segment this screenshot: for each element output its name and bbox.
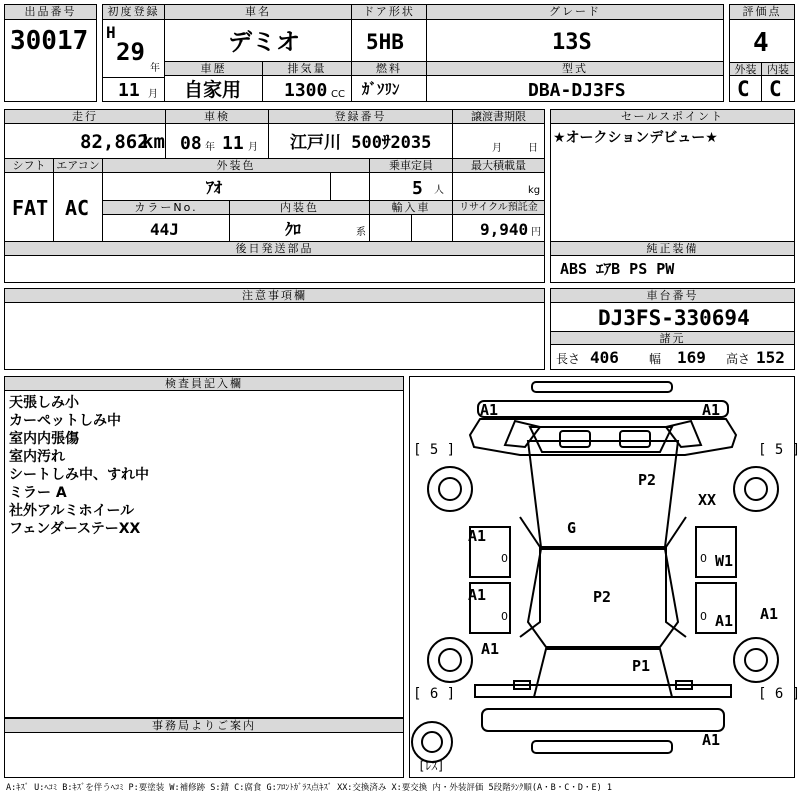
model-label: 型式 [426, 61, 724, 76]
inspector-line: カーペットしみ中 [9, 413, 121, 429]
displacement: 1300 [284, 80, 328, 101]
era: H [106, 23, 116, 42]
damage-mark: XX [698, 491, 717, 509]
inspection-label: 車検 [165, 109, 269, 124]
damage-mark: A1 [468, 527, 487, 545]
damage-mark: A1 [702, 401, 721, 419]
sales-point-text: ★オークションデビュー★ [553, 130, 718, 146]
notes-label: 注意事項欄 [4, 288, 545, 303]
height-label: 高さ [726, 352, 751, 366]
transfer-month: 月 [492, 143, 502, 154]
zero-mark: 0 [700, 552, 707, 565]
damage-mark: A1 [480, 401, 499, 419]
load-unit: kg [528, 185, 541, 196]
load-label: 最大積載量 [452, 158, 545, 173]
shift-label: シフト [4, 158, 54, 173]
lot-no-label: 出品番号 [4, 4, 97, 20]
color-label: 外装色 [102, 158, 370, 173]
ext-score: C [737, 77, 750, 101]
grade-label: グレード [426, 4, 724, 20]
later-parts-label: 後日発送部品 [4, 241, 545, 256]
tire-label: [ 5 ] [413, 442, 456, 458]
score-label: 評価点 [729, 4, 795, 20]
damage-mark: A1 [760, 605, 779, 623]
transfer-label: 譲渡書期限 [452, 109, 545, 124]
first-reg-month: 11 [118, 80, 140, 101]
tire-label: [ 6 ] [413, 686, 456, 702]
damage-mark: P1 [632, 657, 651, 675]
capacity: 5 [412, 178, 423, 199]
recycle-label: リサイクル預託金 [452, 200, 545, 215]
year-unit: 年 [150, 63, 160, 74]
score: 4 [753, 28, 769, 58]
spec-label: 諸元 [550, 331, 795, 345]
history: 自家用 [184, 79, 242, 101]
fuel-label: 燃料 [351, 61, 427, 76]
capacity-unit: 人 [434, 185, 444, 196]
cc-unit: CC [331, 89, 345, 100]
inspector-line: 天張しみ小 [9, 395, 79, 411]
first-reg-label: 初度登録 [102, 4, 165, 20]
car-name: デミオ [228, 28, 300, 56]
width-label: 幅 [649, 352, 662, 366]
yen-unit: 円 [531, 227, 541, 238]
ac: AC [65, 196, 90, 220]
history-label: 車歴 [164, 61, 263, 76]
zero-mark: 0 [501, 552, 508, 565]
ext-label: 外装 [729, 62, 762, 76]
tire-label: [ 6 ] [758, 686, 800, 702]
chassis-label: 車台番号 [550, 288, 795, 303]
length: 406 [590, 348, 619, 367]
tire-label: [ 5 ] [758, 442, 800, 458]
model: DBA-DJ3FS [528, 80, 626, 101]
inspector-line: ミラー A [9, 485, 67, 501]
damage-mark: W1 [715, 552, 734, 570]
car-outline [410, 377, 796, 779]
legend: A:ｷｽﾞ U:ﾍｺﾐ B:ｷｽﾞを伴うﾍｺﾐ P:要塗装 W:補修跡 S:錆 C:腐食 G:ﾌﾛﾝﾄｶﾞﾗｽ点ｷｽﾞ XX:交換済み X:要交換 内・外装評価 5段階ﾗﾝｸ順(A・B・C・D・E) 1 [6, 783, 612, 793]
insp-month: 11 [222, 133, 244, 154]
km-unit: km [142, 131, 165, 153]
tire-label: [ﾚｽ] [418, 759, 445, 773]
recycle: 9,940 [480, 220, 529, 239]
length-label: 長さ [556, 352, 581, 366]
interior-unit: 系 [356, 227, 366, 238]
int-score: C [769, 77, 782, 101]
equipment: ABS ｴｱB PS PW [560, 260, 675, 278]
zero-mark: 0 [501, 610, 508, 623]
capacity-label: 乗車定員 [369, 158, 453, 173]
plate: 江戸川 500ｻ2035 [290, 133, 432, 153]
width: 169 [677, 348, 706, 367]
import-label: 輸入車 [369, 200, 453, 215]
chassis-number: DJ3FS-330694 [598, 306, 750, 330]
damage-mark: A1 [481, 640, 500, 658]
inspector-line: シートしみ中、すれ中 [9, 467, 149, 483]
door-label: ドア形状 [351, 4, 427, 20]
inspector-label: 検査員記入欄 [4, 376, 404, 391]
month-unit: 月 [148, 89, 158, 100]
damage-mark: P2 [638, 471, 657, 489]
interior-color: ｸﾛ [285, 220, 302, 239]
colorno: 44J [150, 220, 179, 239]
equipment-label: 純正装備 [550, 241, 795, 256]
height: 152 [756, 348, 785, 367]
car-name-label: 車名 [164, 4, 352, 20]
damage-mark: A1 [468, 586, 487, 604]
damage-mark: A1 [715, 612, 734, 630]
insp-year: 08 [180, 133, 202, 154]
ac-label: エアコン [53, 158, 103, 173]
mileage-label: 走行 [4, 109, 166, 124]
inspector-line: 室内汚れ [9, 449, 65, 465]
lot-no: 30017 [10, 26, 89, 56]
first-reg-year: 29 [116, 38, 145, 66]
sales-point-label: セールスポイント [550, 109, 795, 124]
transfer-day: 日 [528, 143, 538, 154]
insp-month-unit: 月 [248, 142, 258, 153]
fuel: ｶﾞｿﾘﾝ [362, 80, 400, 98]
office-label: 事務局よりご案内 [4, 718, 404, 733]
shift: FAT [12, 196, 49, 220]
inspector-line: フェンダーステーXX [9, 521, 141, 537]
door: 5HB [366, 30, 404, 54]
mileage: 82,862 [80, 131, 149, 153]
int-label: 内装 [761, 62, 795, 76]
inspector-line: 室内内張傷 [9, 431, 79, 447]
displacement-label: 排気量 [262, 61, 352, 76]
interior-label: 内装色 [229, 200, 370, 215]
colorno-label: カラーNo. [102, 200, 230, 215]
damage-mark: A1 [702, 731, 721, 749]
grade: 13S [552, 30, 592, 55]
damage-mark: P2 [593, 588, 612, 606]
damage-diagram [409, 376, 800, 778]
inspector-line: 社外アルミホイール [9, 503, 135, 519]
insp-year-unit: 年 [205, 142, 215, 153]
damage-mark: G [567, 519, 577, 537]
inspector-notes [9, 394, 149, 538]
ext-color: ｱｵ [206, 178, 223, 197]
zero-mark: 0 [700, 610, 707, 623]
plate-label: 登録番号 [268, 109, 453, 124]
